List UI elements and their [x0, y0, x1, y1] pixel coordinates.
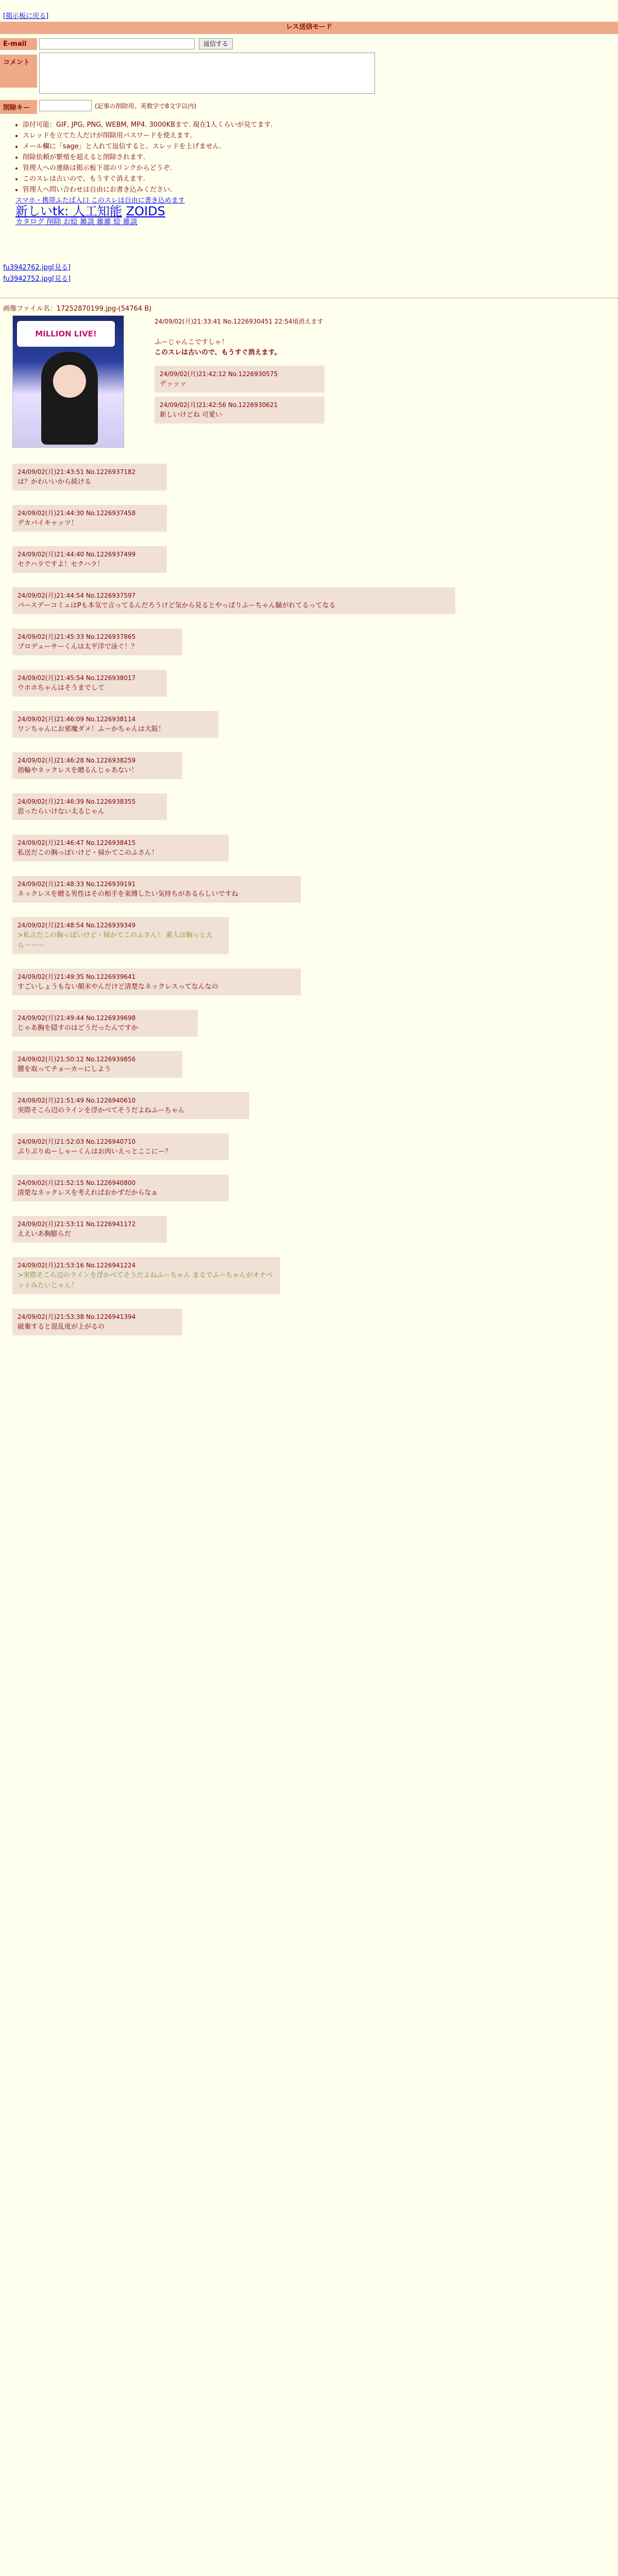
featured-links [15, 206, 479, 217]
op-body [154, 337, 281, 358]
reply-text: すごいしょうもない顛末やんだけど清楚なネックレスってなんなの [18, 983, 218, 991]
reply-text: 腰を取ってチョーカーにしよう [18, 1065, 111, 1073]
reply-text: >実際そこら辺のラインを浮かべてそうだよねふーちゃん まるでふーちゃんがオナペットみたいじゃん！ [18, 1272, 273, 1290]
reply-post [12, 505, 167, 532]
notice-item: • 削除依頼が繁殖を超えると削除されます. [23, 152, 479, 163]
divider [0, 33, 618, 34]
reply-meta: 24/09/02(月)21:45:54 No.1226938017 [18, 674, 136, 682]
reply-meta: 24/09/02(月)21:52:15 No.1226940800 [18, 1179, 136, 1187]
reply-post [12, 1051, 182, 1078]
reply-post [12, 793, 167, 820]
reply-post [12, 1309, 182, 1335]
op-line: このスレは古いので、もうすぐ消えます。 [154, 349, 281, 357]
comment-label: コメント [0, 55, 37, 88]
back-to-board-link[interactable]: [掲示板に戻る] [3, 12, 49, 20]
reply-text: ワンちゃんにお邪魔ダメ！ふーかちゃんは大阪！ [18, 725, 165, 733]
reply-post [12, 876, 301, 903]
catalog-link-row[interactable]: カタログ 削除 お絵 雑談 雑雑 絵 雑談 [15, 218, 138, 226]
submit-button[interactable]: 返信する [199, 38, 233, 49]
reply-text: 指輪やネックレスを贈るんじゃあない！ [18, 767, 138, 774]
reply-text: セクハラですよ！セクハラ！ [18, 561, 104, 568]
delete-key-field[interactable] [39, 100, 92, 111]
reply-text: 私送だこの胸っぽいけど・掃かてこのふさん！ [18, 849, 159, 857]
featured-link-zoids[interactable]: ZOIDS [126, 204, 165, 218]
reply-post [12, 546, 167, 573]
reply-text: プロデューサーくんは太平洋で泳ぐ！？ [18, 643, 138, 651]
reply-meta: 24/09/02(月)21:53:38 No.1226941394 [18, 1313, 136, 1320]
reply-text: デッッッ [160, 380, 186, 388]
delkey-label: 削除キー [0, 100, 37, 114]
reply-text: 清楚なネックレスを考えればおかずだからなぁ [18, 1189, 158, 1197]
catalog-links [15, 217, 479, 228]
notice-block [15, 120, 479, 228]
reply-meta: 24/09/02(月)21:43:51 No.1226937182 [18, 468, 136, 476]
reply-text: 実際そこら辺のラインを浮かべてそうだよねふーちゃん [18, 1107, 185, 1114]
reply-meta: 24/09/02(月)21:51:49 No.1226940610 [18, 1097, 136, 1104]
reply-post [12, 464, 167, 490]
notice-item: • 管理人へ問い合わせは自由にお書き込みください. [23, 184, 479, 195]
reply-meta: 24/09/02(月)21:46:47 No.1226938415 [18, 839, 136, 846]
reply-post [154, 397, 324, 423]
reply-meta: 24/09/02(月)21:53:16 No.1226941224 [18, 1262, 136, 1269]
reply-post [12, 1092, 249, 1119]
reply-meta: 24/09/02(月)21:44:30 No.1226937458 [18, 510, 136, 517]
top-area [0, 0, 618, 21]
reply-text: ウホホちゃんはそうまでして [18, 684, 105, 692]
reply-post [12, 587, 455, 614]
notice-item: • メール欄に「sage」と入れて返信すると、スレッドを上げません. [23, 141, 479, 152]
featured-link-ai[interactable]: 新しいtk: 人工知能 [15, 204, 123, 218]
reply-text: デカパイキャッツ！ [18, 519, 78, 527]
reply-post [12, 629, 182, 655]
delkey-note: (記事の削除用。英数字で8文字以内) [95, 103, 196, 110]
reply-post [12, 1175, 229, 1201]
reply-meta: 24/09/02(月)21:53:11 No.1226941172 [18, 1221, 136, 1228]
reply-meta: 24/09/02(月)21:45:33 No.1226937865 [18, 633, 136, 640]
email-field[interactable] [39, 38, 195, 49]
reply-post [12, 1133, 229, 1160]
op-image-logo: MILLION LIVE! [17, 321, 115, 347]
reply-post [12, 711, 218, 738]
file-link[interactable]: fu3942762.jpg[見る] [3, 264, 71, 272]
reply-text: ネックレスを贈る男性はその相手を束縛したい気持ちがあるらしいですね [18, 890, 238, 898]
reply-meta: 24/09/02(月)21:42:12 No.1226930575 [160, 370, 278, 378]
reply-meta: 24/09/02(月)21:46:28 No.1226938259 [18, 757, 136, 764]
notice-item: • このスレは古いので、もうすぐ消えます. [23, 174, 479, 184]
op-thumbnail-image[interactable] [12, 315, 124, 448]
reply-text: >私言だこの胸っぽいけど・掃かてこのふさん！ 素人は胸っとえら〜〜〜 [18, 931, 213, 950]
reply-meta: 24/09/02(月)21:42:56 No.1226930621 [160, 401, 278, 409]
reply-text: じゃあ胸を隠すのはどうだったんですか [18, 1024, 139, 1032]
reply-post [12, 1216, 167, 1243]
reply-meta: 24/09/02(月)21:50:12 No.1226939856 [18, 1056, 136, 1063]
reply-text: は？かわいいから続ける [18, 478, 92, 486]
notice-item: • 添付可能：GIF, JPG, PNG, WEBM, MP4. 3000KBまで. 現在1人くらいが見てます. [23, 120, 479, 130]
reply-meta: 24/09/02(月)21:46:39 No.1226938355 [18, 798, 136, 805]
reply-post [12, 1010, 198, 1037]
reply-text: ええいあ胸膨らだ [18, 1230, 72, 1238]
reply-meta: 24/09/02(月)21:46:09 No.1226938114 [18, 716, 136, 723]
email-label: E-mail [0, 38, 37, 50]
reply-post [12, 752, 182, 779]
reply-text: 新しいけどね 可愛い [160, 411, 222, 419]
reply-post [12, 1257, 280, 1294]
reply-meta: 24/09/02(月)21:48:33 No.1226939191 [18, 880, 136, 888]
reply-meta: 24/09/02(月)21:44:40 No.1226937499 [18, 551, 136, 558]
file-link[interactable]: fu3942752.jpg[見る] [3, 275, 71, 283]
notice-item: • スレッドを立てた人だけが削除用パスワードを使えます. [23, 130, 479, 141]
reply-post [12, 670, 167, 697]
mode-title-bar: レス送信モード [0, 22, 618, 33]
reply-post [12, 969, 301, 995]
op-image-face [53, 365, 86, 398]
comment-textarea[interactable] [39, 53, 375, 94]
reply-meta: 24/09/02(月)21:52:03 No.1226940710 [18, 1138, 136, 1145]
reply-text: 破棄すると混乱度が上がるの [18, 1323, 105, 1331]
reply-text: バースデーコミュはPも本気で言ってるんだろうけど気から見るとやっぱりふーちゃん騒がれてるってなる [18, 602, 336, 609]
notice-item: • 管理人への連絡は掲示板下部のリンクからどうぞ. [23, 163, 479, 174]
reply-text: 思ったらいけない太るじゃん [18, 808, 105, 816]
reply-meta: 24/09/02(月)21:48:54 No.1226939349 [18, 922, 136, 929]
mobile-link[interactable]: スマホ・携帯ふたば入口 このスレは自由に書き込めます [15, 197, 185, 205]
reply-text: ぷりぷりぬーしゃーくんはお肉いえっとここにー？ [18, 1148, 172, 1156]
op-line: ふーじゃんこですしゃ！ [154, 338, 229, 346]
reply-post [154, 366, 324, 393]
op-file-header: 画像ファイル名：17252870199.jpg-(54764 B) [3, 305, 152, 313]
reply-meta: 24/09/02(月)21:49:44 No.1226939698 [18, 1014, 136, 1022]
reply-post [12, 835, 229, 861]
notice-list [15, 120, 479, 195]
reply-meta: 24/09/02(月)21:49:35 No.1226939641 [18, 973, 136, 980]
op-meta: 24/09/02(月)21:33:41 No.1226930451 22:54頃消えます [154, 318, 323, 325]
reply-post [12, 917, 229, 954]
reply-meta: 24/09/02(月)21:44:54 No.1226937597 [18, 592, 136, 599]
